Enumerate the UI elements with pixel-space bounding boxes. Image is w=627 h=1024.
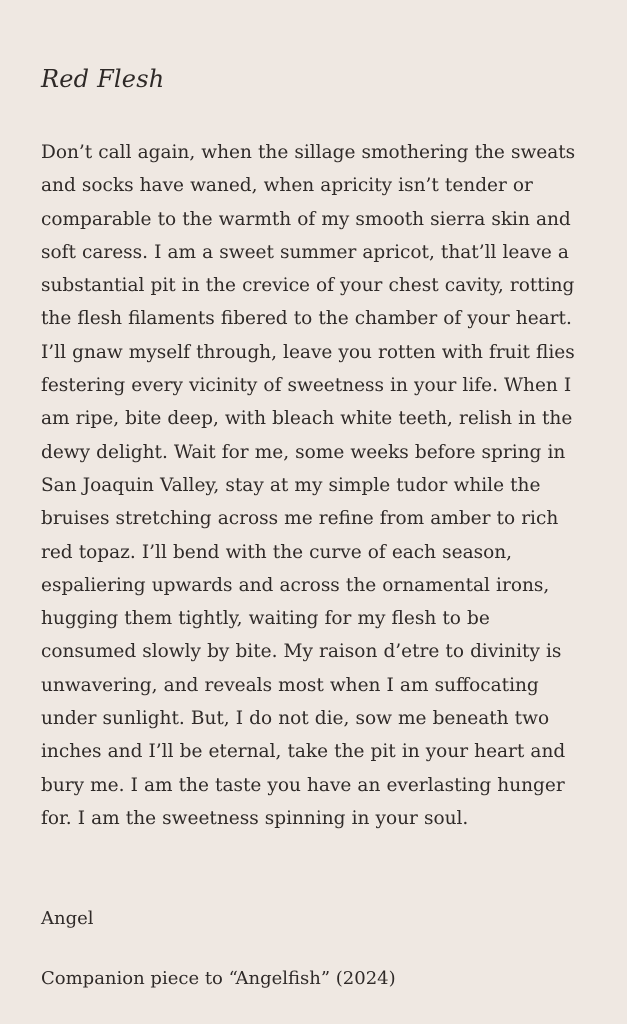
poem-page	[41, 62, 591, 993]
companion-note: Companion piece to “Angelfish” (2024)	[41, 968, 396, 990]
poem-title: Red Flesh	[41, 65, 165, 93]
author-name: Angel	[41, 908, 94, 930]
poem-body: Don’t call again, when the sillage smothering the sweats and socks have waned, when apricity isn’t tender or comparable to the warmth of my smooth sierra skin and soft caress. I am a sweet summer apricot, that’ll leave a substantial pit in the crevice of your chest cavity, rotting the flesh filaments fibered to the chamber of your heart. I’ll gnaw myself through, leave you rotten with fruit flies festering every vicinity of sweetness in your life. When I am ripe, bite deep, with bleach white teeth, relish in the dewy delight. Wait for me, some weeks before spring in San Joaquin Valley, stay at my simple tudor while the bruises stretching across me refine from amber to rich red topaz. I’ll bend with the curve of each season, espaliering upwards and across the ornamental irons, hugging them tightly, waiting for my flesh to be consumed slowly by bite. My raison d’etre to divinity is unwavering, and reveals most when I am suffocating under sunlight. But, I do not die, sow me beneath two inches and I’ll be eternal, take the pit in your heart and bury me. I am the taste you have an everlasting hunger for. I am the sweetness spinning in your soul.	[41, 142, 576, 829]
